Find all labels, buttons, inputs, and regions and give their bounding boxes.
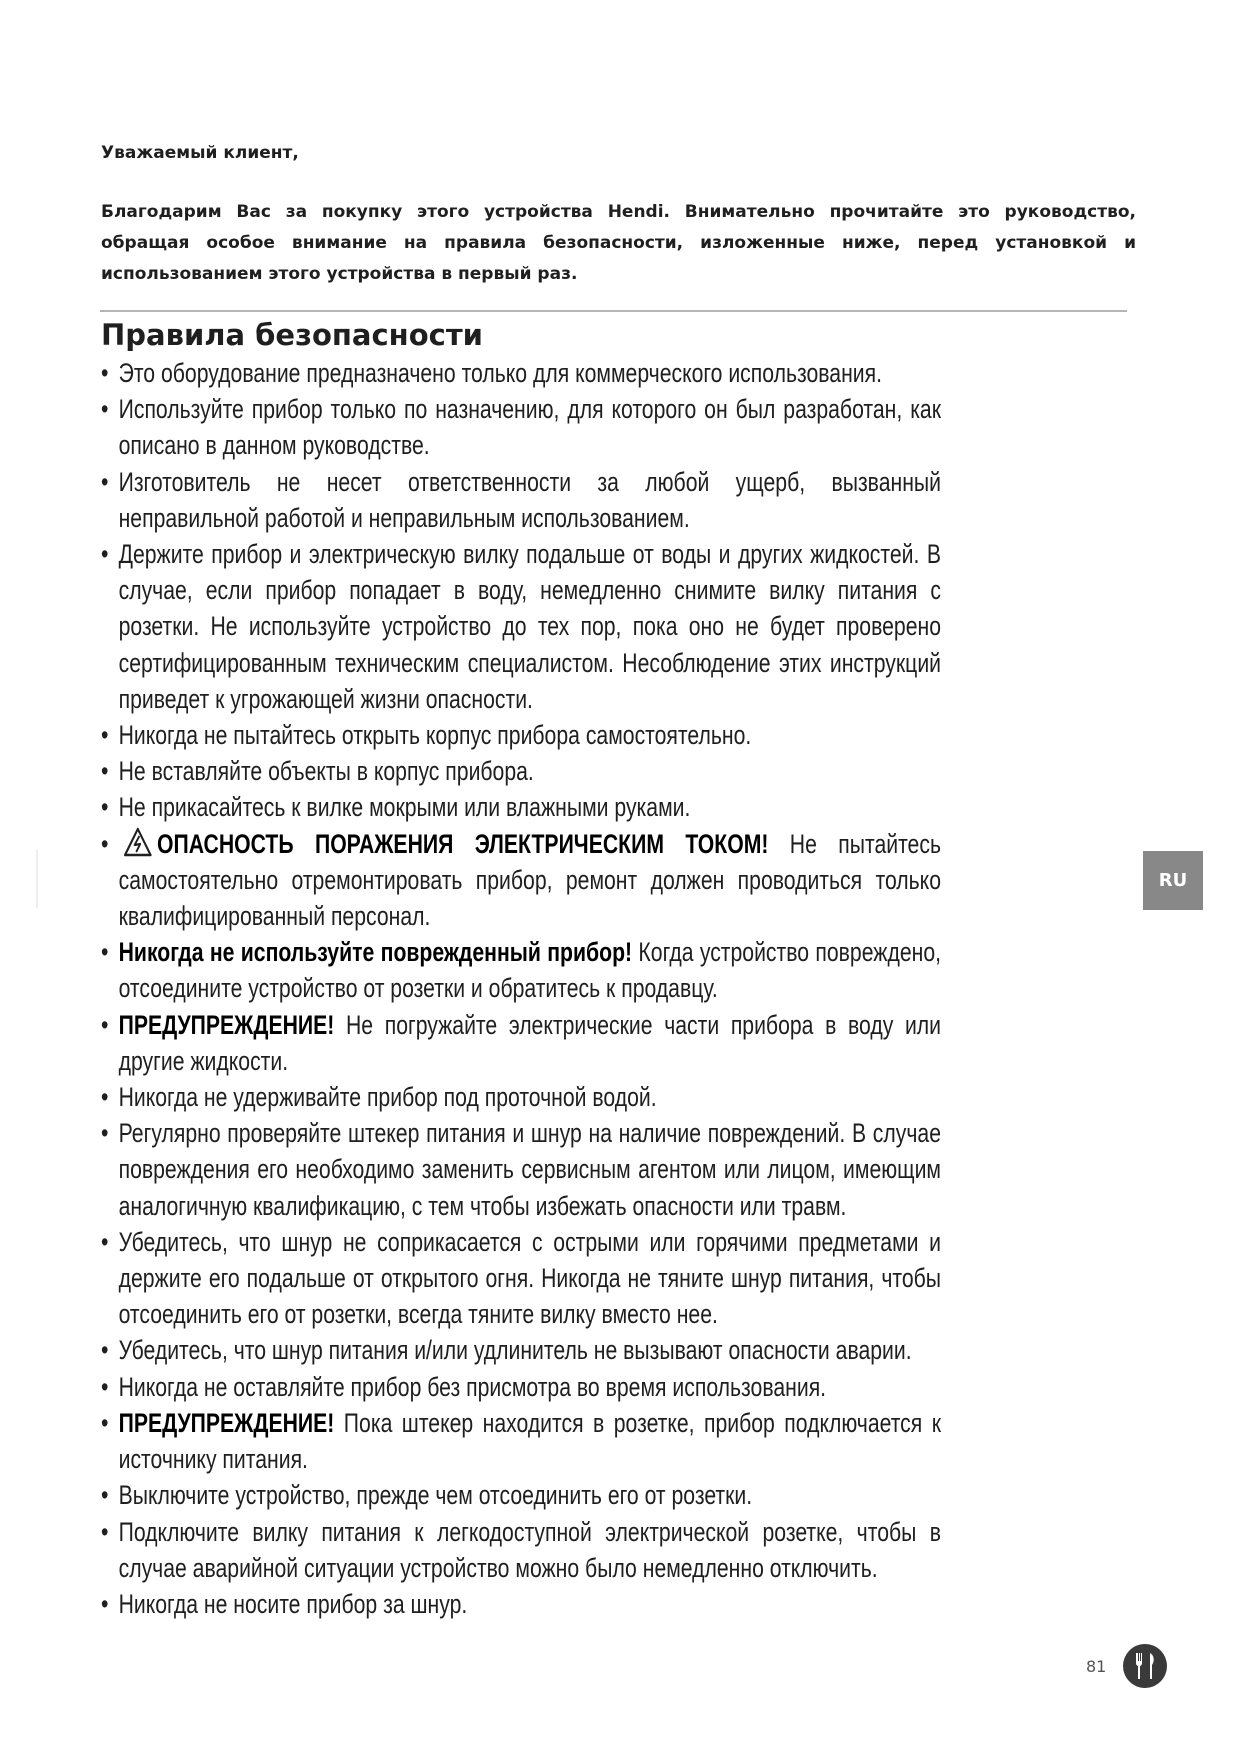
bullet: • — [101, 539, 109, 570]
high-voltage-warning-icon — [123, 827, 152, 857]
bullet: • — [101, 1371, 109, 1402]
bullet: • — [101, 1082, 109, 1113]
bullet: • — [101, 394, 109, 425]
intro-paragraph: Благодарим Вас за покупку этого устройства Hendi. Внимательно прочитайте это руководство, обращая особое внимание на правила безопасности, изложенные ниже, перед установкой и использованием этого устройства в первый раз. — [101, 202, 1136, 284]
bullet: • — [101, 358, 109, 388]
rule-text: Используйте прибор только по назначению, для которого он был разработан, как описано в данном руководстве. — [118, 394, 942, 461]
safety-rules-list — [101, 355, 941, 1622]
rule-item — [101, 934, 941, 1006]
section-heading: Правила безопасности — [101, 318, 483, 352]
rule-item — [101, 464, 941, 536]
rule-text: Выключите устройство, прежде чем отсоединить его от розетки. — [118, 1480, 753, 1511]
rule-text: Подключите вилку питания к легкодоступной электрической розетке, чтобы в случае аварийной ситуации устройство можно было немедленно отключить. — [118, 1516, 942, 1583]
bullet: • — [101, 1480, 109, 1511]
rule-text: Никогда не удерживайте прибор под проточной водой. — [118, 1082, 657, 1113]
rule-item — [101, 753, 941, 789]
section-divider — [100, 310, 1127, 312]
rule-emphasis: ПРЕДУПРЕЖДЕНИЕ! — [118, 1407, 335, 1438]
rule-text: Убедитесь, что шнур питания и/или удлинитель не вызывают опасности аварии. — [118, 1335, 912, 1366]
rule-item-electric-shock — [101, 826, 941, 935]
rule-text: Держите прибор и электрическую вилку подальше от воды и других жидкостей. В случае, если прибор попадает в воду, немедленно снимите вилку питания с розетки. Не используйте устройство до тех пор, пока оно не будет проверено сертифицированным техническим специалистом. Несоблюдение этих инструкций приведет к угрожающей жизни опасности. — [118, 539, 942, 714]
rule-text: Никогда не носите прибор за шнур. — [118, 1588, 468, 1619]
bullet: • — [101, 1118, 109, 1149]
rule-text: Это оборудование предназначено только для коммерческого использования. — [118, 358, 883, 388]
bullet: • — [101, 466, 109, 497]
rule-text: Никогда не оставляйте прибор без присмотра во время использования. — [118, 1371, 827, 1402]
rule-item — [101, 1332, 941, 1368]
rule-text: Никогда не пытайтесь открыть корпус прибора самостоятельно. — [118, 720, 752, 751]
rule-item — [101, 355, 941, 391]
rule-item — [101, 1079, 941, 1115]
rule-item — [101, 1514, 941, 1586]
bullet: • — [101, 1407, 109, 1438]
margin-mark — [36, 850, 38, 908]
bullet: • — [101, 1516, 109, 1547]
rule-text: Регулярно проверяйте штекер питания и шнур на наличие повреждений. В случае повреждения его необходимо заменить сервисным агентом или лицом, имеющим аналогичную квалификацию, с тем чтобы избежать опасности или травм. — [118, 1118, 942, 1221]
language-tab: RU — [1143, 851, 1203, 910]
cutlery-logo-icon — [1122, 1643, 1168, 1689]
rule-item — [101, 1369, 941, 1405]
rule-item — [101, 1115, 941, 1224]
rule-text: Не погружайте электрические части прибора в воду или другие жидкости. — [118, 1009, 941, 1076]
rule-item — [101, 391, 941, 463]
rule-text: Не пытайтесь самостоятельно отремонтировать прибор, ремонт должен проводиться только квалифицированный персонал. — [118, 828, 942, 932]
bullet: • — [101, 1588, 109, 1619]
rule-item — [101, 1477, 941, 1513]
bullet: • — [101, 756, 109, 787]
rule-emphasis: ОПАСНОСТЬ ПОРАЖЕНИЯ ЭЛЕКТРИЧЕСКИМ ТОКОМ! — [157, 828, 769, 859]
rule-item — [101, 1224, 941, 1333]
rule-text: Не вставляйте объекты в корпус прибора. — [118, 756, 534, 787]
page-number: 81 — [1086, 1657, 1107, 1676]
greeting: Уважаемый клиент, — [101, 143, 299, 163]
rule-text: Когда устройство повреждено, отсоедините устройство от розетки и обратитесь к продавцу. — [118, 937, 941, 1004]
rule-emphasis: Никогда не используйте поврежденный прибор! — [118, 937, 633, 968]
rule-text: Не прикасайтесь к вилке мокрыми или влажными руками. — [118, 792, 691, 823]
rule-text: Изготовитель не несет ответственности за любой ущерб, вызванный неправильной работой и неправильным использованием. — [118, 466, 942, 533]
rule-item — [101, 1007, 941, 1079]
rule-item — [101, 1405, 941, 1477]
rule-emphasis: ПРЕДУПРЕЖДЕНИЕ! — [118, 1009, 335, 1040]
rule-item — [101, 789, 941, 825]
bullet: • — [101, 828, 109, 859]
bullet: • — [101, 792, 109, 823]
rule-item — [101, 1586, 941, 1622]
bullet: • — [101, 720, 109, 751]
bullet: • — [101, 937, 109, 968]
bullet: • — [101, 1009, 109, 1040]
rule-item — [101, 717, 941, 753]
rule-text: Убедитесь, что шнур не соприкасается с острыми или горячими предметами и держите его подальше от открытого огня. Никогда не тяните шнур питания, чтобы отсоединить его от розетки, всегда тяните вилку вместо нее. — [118, 1226, 942, 1330]
rule-text: Пока штекер находится в розетке, прибор подключается к источнику питания. — [118, 1407, 941, 1475]
bullet: • — [101, 1335, 109, 1366]
bullet: • — [101, 1226, 109, 1257]
rule-item — [101, 536, 941, 717]
